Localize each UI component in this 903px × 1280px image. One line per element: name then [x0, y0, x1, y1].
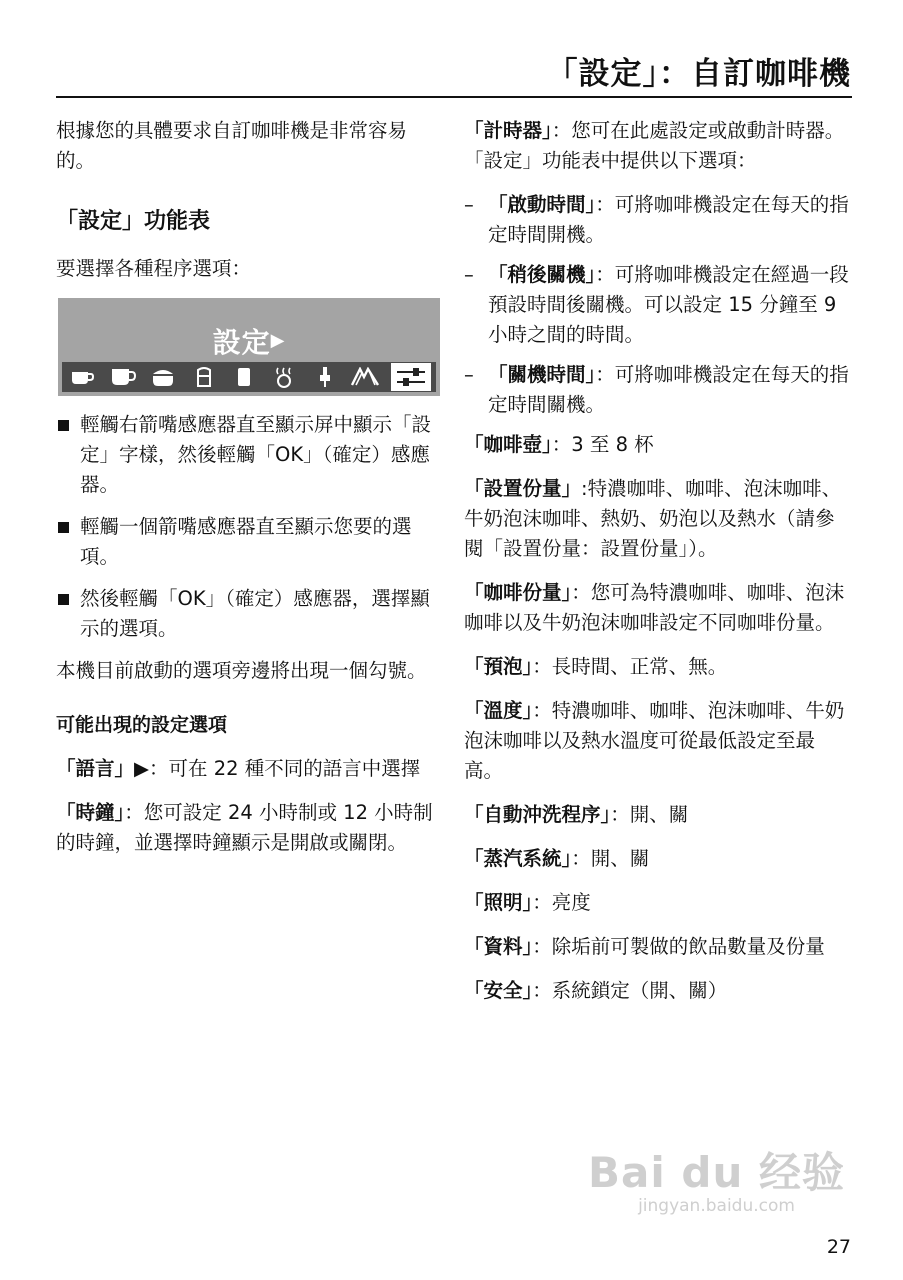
list-item [464, 190, 852, 250]
option-term: 「咖啡壺」 [464, 433, 552, 456]
milk-glass-icon [189, 365, 219, 389]
list-item: 輕觸右箭嘴感應器直至顯示屏中顯示「設定」字樣，然後輕觸「OK」（確定）感應器。 [56, 410, 440, 500]
intro-paragraph: 根據您的具體要求自訂咖啡機是非常容易的。 [56, 119, 408, 172]
option-term: 「關機時間」 [488, 363, 596, 386]
option-coffee-amount [464, 578, 852, 638]
display-label-text: 設定 [212, 326, 271, 359]
settings-sliders-icon [391, 363, 431, 391]
option-term: 「資料」 [464, 935, 533, 958]
option-term: 「溫度」 [464, 699, 533, 722]
option-lighting [464, 888, 852, 918]
option-term: 「設置份量」 [464, 477, 582, 500]
option-desc: ：開、關 [610, 803, 689, 826]
option-coffee-pot [464, 430, 852, 460]
option-safety [464, 976, 852, 1006]
option-term: 「啟動時間」 [488, 193, 596, 216]
option-desc: ：3 至 8 杯 [551, 433, 654, 456]
options-heading: 可能出現的設定選項 [56, 714, 228, 736]
menu-heading: 「設定」功能表 [56, 209, 211, 234]
settings-display [58, 298, 440, 396]
option-desc: ：系統鎖定（開、關） [532, 979, 728, 1002]
option-desc: ：長時間、正常、無。 [532, 655, 728, 678]
watermark [588, 1140, 845, 1216]
option-term: 「蒸汽系統」 [464, 847, 572, 870]
option-pre-brew [464, 652, 852, 682]
option-term: 「照明」 [464, 891, 533, 914]
title-rule [56, 96, 852, 98]
option-desc: ：您可在此處設定或啟動計時器。「設定」功能表中提供以下選項： [464, 119, 845, 172]
page-title: 「設定」：自訂咖啡機 [546, 56, 851, 92]
list-item: 然後輕觸「OK」（確定）感應器，選擇顯示的選項。 [56, 584, 440, 644]
option-desc: ：您可為特濃咖啡、咖啡、泡沫咖啡以及牛奶泡沫咖啡設定不同咖啡份量。 [464, 581, 845, 634]
option-desc: ：可將咖啡機設定在經過一段預設時間後關機。可以設定 15 分鐘至 9 小時之間的時間。 [488, 263, 849, 346]
option-term: 「安全」 [464, 979, 533, 1002]
option-term: 「語言」 [56, 757, 135, 780]
flag-icon: ▶ [134, 757, 150, 780]
cappuccino-cup-icon [148, 365, 178, 389]
coffee-cup-icon [108, 365, 138, 389]
steam-icon [269, 365, 299, 389]
list-item: 輕觸一個箭嘴感應器直至顯示您要的選項。 [56, 512, 440, 572]
spout-icon [310, 365, 340, 389]
option-term: 「時鐘」 [56, 801, 125, 824]
option-term: 「咖啡份量」 [464, 581, 572, 604]
watermark-logo: Bai du 经验 [588, 1148, 845, 1197]
option-desc: :特濃咖啡、咖啡、泡沫咖啡、牛奶泡沫咖啡、熱奶、奶泡以及熱水（請參閱「設置份量：設置份量」）。 [464, 477, 842, 560]
display-icon-bar [62, 362, 436, 392]
option-desc: ：特濃咖啡、咖啡、泡沫咖啡、牛奶泡沫咖啡以及熱水溫度可從最低設定至最高。 [464, 699, 845, 782]
option-language [56, 754, 440, 784]
timer-options-list [464, 190, 852, 420]
option-temperature [464, 696, 852, 786]
page-number: 27 [826, 1236, 851, 1258]
select-intro: 要選擇各種程序選項： [56, 257, 252, 280]
flag-icon: ▶ [270, 330, 286, 351]
option-desc: ：可將咖啡機設定在每天的指定時間關機。 [488, 363, 849, 416]
active-note: 本機目前啟動的選項旁邊將出現一個勾號。 [56, 659, 427, 682]
hot-water-glass-icon [229, 365, 259, 389]
steps-list [56, 410, 440, 644]
option-term: 「計時器」 [464, 119, 552, 142]
option-term: 「自動沖洗程序」 [464, 803, 611, 826]
option-steam-system [464, 844, 852, 874]
option-desc: ：開、關 [571, 847, 650, 870]
option-info [464, 932, 852, 962]
option-desc: ：可在 22 種不同的語言中選擇 [149, 757, 421, 780]
option-term: 「預泡」 [464, 655, 533, 678]
option-desc: ：您可設定 24 小時制或 12 小時制的時鐘，並選擇時鐘顯示是開啟或關閉。 [56, 801, 433, 854]
left-column [56, 116, 440, 872]
option-desc: ：可將咖啡機設定在每天的指定時間開機。 [488, 193, 849, 246]
option-timer [464, 116, 852, 176]
espresso-cup-icon [67, 365, 97, 389]
display-label [58, 326, 440, 358]
option-clock [56, 798, 440, 858]
list-item [464, 360, 852, 420]
option-desc: ：亮度 [532, 891, 591, 914]
list-item [464, 260, 852, 350]
cleaning-icon [350, 365, 380, 389]
option-term: 「稍後關機」 [488, 263, 596, 286]
option-auto-rinse [464, 800, 852, 830]
option-portion-size [464, 474, 852, 564]
watermark-url: jingyan.baidu.com [638, 1196, 795, 1216]
right-column [464, 116, 852, 1020]
option-desc: ：除垢前可製做的飲品數量及份量 [532, 935, 825, 958]
